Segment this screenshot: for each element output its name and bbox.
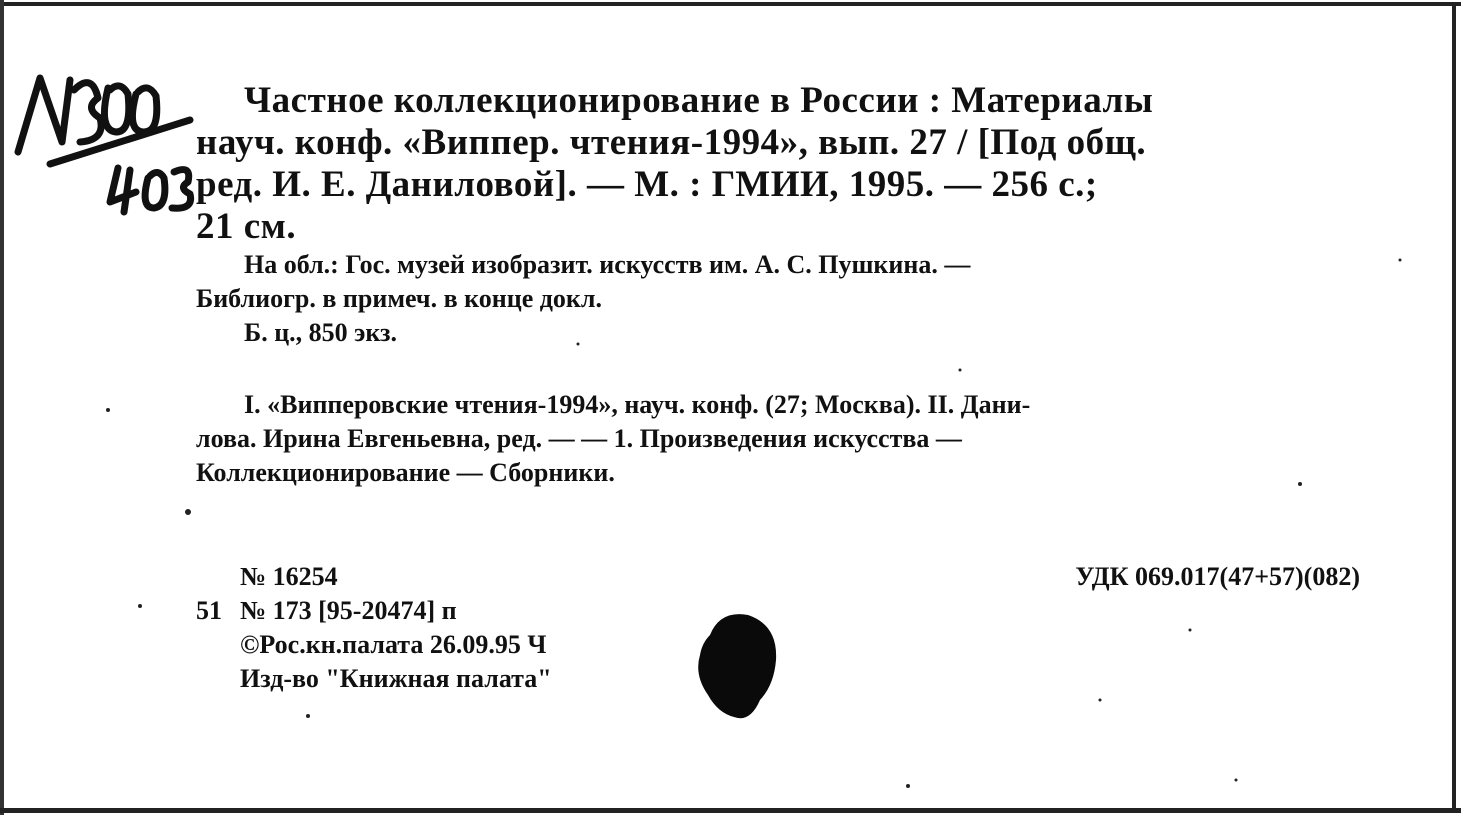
subject-line-1: I. «Випперовские чтения-1994», науч. конф. (27; Москва). II. Дани-: [244, 390, 1031, 419]
subject-line-2: лова. Ирина Евгеньевна, ред. — — 1. Произведения искусства —: [196, 424, 962, 453]
card-border-top: [0, 2, 1461, 6]
publisher-line: Изд-во "Книжная палата": [240, 664, 552, 693]
margin-number: 51: [196, 596, 222, 625]
title-line-1: Частное коллекционирование в России : Материалы: [244, 80, 1154, 121]
cover-note-line-1: На обл.: Гос. музей изобразит. искусств им. А. С. Пушкина. —: [244, 250, 971, 279]
subject-line-3: Коллекционирование — Сборники.: [196, 458, 615, 487]
handwritten-shelf-mark: [10, 60, 210, 220]
title-line-2: науч. конф. «Виппер. чтения-1994», вып. 27 / [Под общ.: [196, 122, 1147, 163]
copyright-line: ©Рос.кн.палата 26.09.95 Ч: [240, 630, 547, 659]
card-number: № 16254: [240, 562, 338, 591]
bibliographic-notes: [196, 248, 1346, 350]
title-line-3: ред. И. Е. Даниловой]. — М. : ГМИИ, 1995. — 256 с.;: [196, 164, 1098, 205]
record-number: № 173 [95-20474] п: [240, 596, 457, 625]
bibliographic-title: [196, 80, 1366, 248]
title-line-4: 21 см.: [196, 206, 297, 247]
cover-note-line-2: Библиогр. в примеч. в конце докл.: [196, 284, 602, 313]
card-border-bottom: [0, 808, 1461, 813]
price-note: Б. ц., 850 экз.: [244, 318, 397, 347]
card-footer: [196, 560, 756, 696]
card-border-left: [0, 0, 4, 815]
card-border-right: [1452, 6, 1456, 812]
ink-stamp-blot: [690, 605, 780, 725]
subject-headings: [196, 388, 1361, 490]
udk-code: УДК 069.017(47+57)(082): [1075, 562, 1360, 591]
